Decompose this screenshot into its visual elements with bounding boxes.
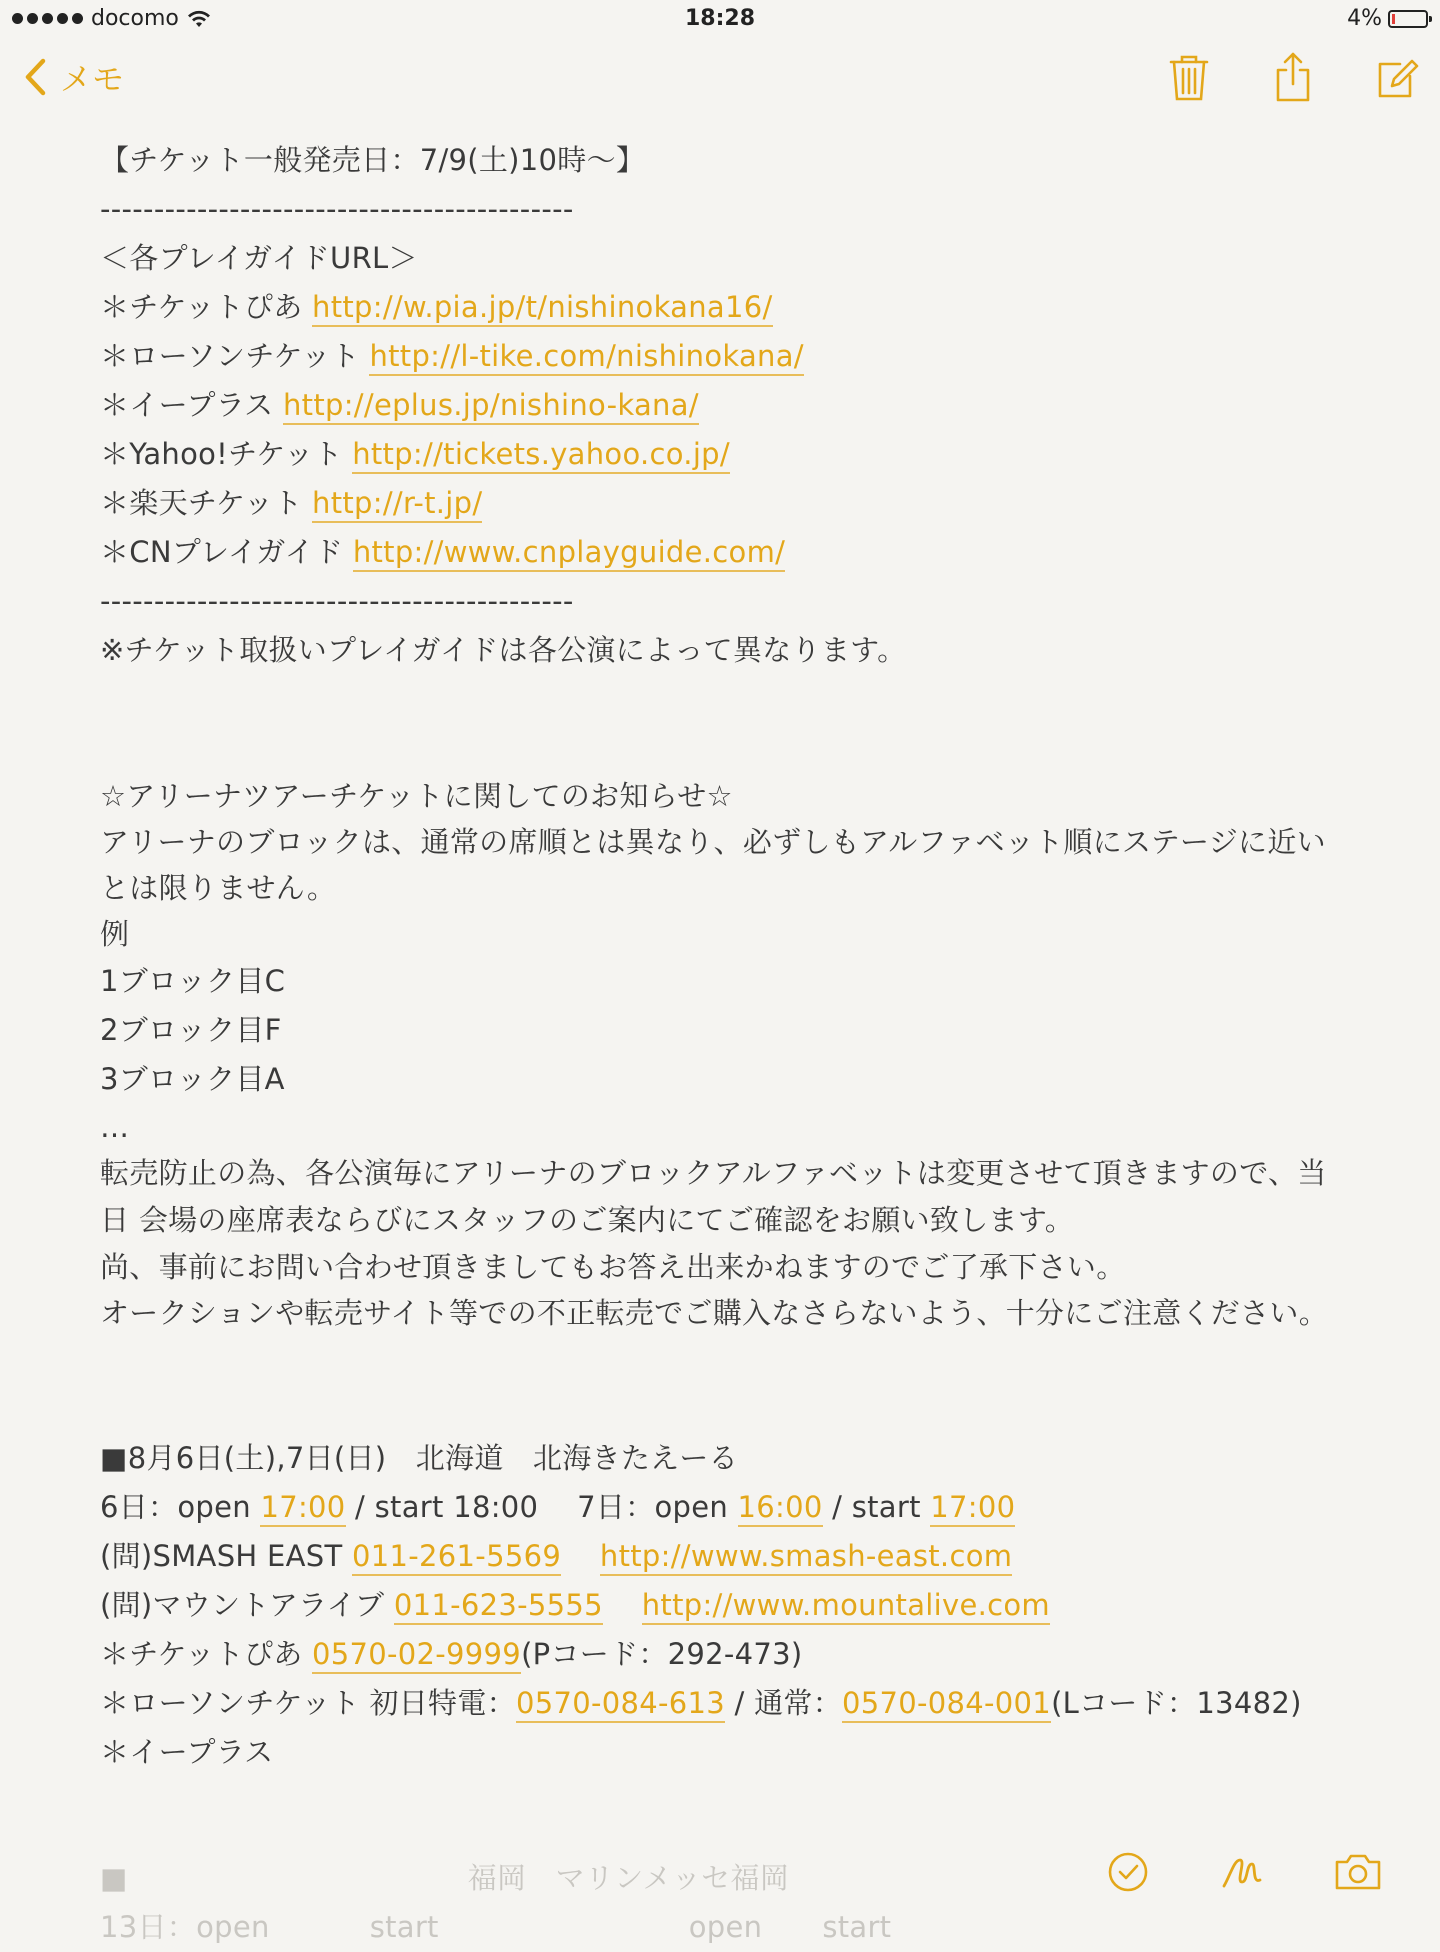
status-bar <box>0 0 1440 40</box>
event-time-text: 6日：open <box>100 1490 261 1524</box>
event-times <box>100 1483 1350 1532</box>
carrier-label: docomo <box>91 6 179 31</box>
arena-paragraph: 転売防止の為、各公演毎にアリーナのブロックアルファベットは変更させて頂きますので、当日 会場の座席表ならびにスタッフのご案内にてご確認をお願い致します。 <box>100 1156 1327 1237</box>
faded-text: ■ <box>100 1861 128 1895</box>
checkmark-icon[interactable] <box>1102 1846 1154 1898</box>
url-link[interactable]: http://www.smash-east.com <box>600 1539 1012 1576</box>
ticket-code: (Pコード：292-473) <box>521 1637 803 1671</box>
guide-item <box>100 332 1350 381</box>
ticket-line <box>100 1679 1350 1728</box>
guide-item <box>100 381 1350 430</box>
time-link[interactable]: 17:00 <box>930 1490 1015 1527</box>
ticket-line: ＊イープラス <box>100 1735 274 1769</box>
blank-line <box>100 1777 1350 1826</box>
faded-text: open <box>688 1910 763 1944</box>
guide-note: ※チケット取扱いプレイガイドは各公演によって異なります。 <box>100 633 907 667</box>
guide-label: ＊楽天チケット <box>100 486 313 520</box>
guide-label: ＊Yahoo!チケット <box>100 437 353 471</box>
contact-line <box>100 1581 1350 1630</box>
guide-link[interactable]: http://l-tike.com/nishinokana/ <box>369 339 803 376</box>
phone-link[interactable]: 0570-084-613 <box>516 1686 725 1723</box>
arena-paragraph: オークションや転売サイト等での不正転売でご購入なさらないよう、十分にご注意ください。 <box>100 1296 1328 1330</box>
url-link[interactable]: http://www.mountalive.com <box>642 1588 1050 1625</box>
nav-bar <box>0 44 1440 114</box>
divider: -------------------------------------------- <box>100 584 574 618</box>
ticket-label: / 通常： <box>725 1686 843 1720</box>
faded-text: 13日：open <box>100 1910 270 1944</box>
back-button[interactable] <box>24 54 124 100</box>
camera-icon[interactable] <box>1332 1846 1384 1898</box>
event-title: ■8月6日(土),7日(日) 北海道 北海きたえーる <box>100 1441 739 1475</box>
guide-heading: ＜各プレイガイドURL＞ <box>100 241 418 275</box>
guide-item <box>100 430 1350 479</box>
arena-paragraph: アリーナのブロックは、通常の席順とは異なり、必ずしもアルファベット順にステージに近いとは限りません。 <box>100 825 1326 905</box>
guide-link[interactable]: http://www.cnplayguide.com/ <box>353 535 785 572</box>
note-body[interactable] <box>100 136 1350 1952</box>
trash-icon[interactable] <box>1162 50 1216 104</box>
example-label: 例 <box>100 917 130 951</box>
time-link[interactable]: 17:00 <box>260 1490 345 1527</box>
status-right <box>1347 6 1428 31</box>
guide-link[interactable]: http://eplus.jp/nishino-kana/ <box>283 388 699 425</box>
guide-label: ＊イープラス <box>100 388 283 422</box>
guide-link[interactable]: http://w.pia.jp/t/nishinokana16/ <box>312 290 773 327</box>
blank-line <box>100 724 1350 773</box>
guide-link[interactable]: http://r-t.jp/ <box>312 486 482 523</box>
contact-label: (問)SMASH EAST <box>100 1539 353 1573</box>
divider: -------------------------------------------- <box>100 192 574 226</box>
guide-label: ＊チケットぴあ <box>100 290 313 324</box>
status-time: 18:28 <box>684 6 756 31</box>
blank-line <box>100 675 1350 724</box>
faded-text: 福岡 マリンメッセ福岡 <box>467 1861 790 1895</box>
contact-label: (問)マウントアライブ <box>100 1588 394 1622</box>
compose-icon[interactable] <box>1370 50 1424 104</box>
example-item: 3ブロック目A <box>100 1062 285 1096</box>
event-time-text: / start <box>822 1490 931 1524</box>
back-button-label: メモ <box>60 60 125 98</box>
guide-item <box>100 528 1350 577</box>
phone-link[interactable]: 0570-084-001 <box>842 1686 1051 1723</box>
phone-link[interactable]: 011-623-5555 <box>394 1588 603 1625</box>
time-link[interactable]: 16:00 <box>738 1490 823 1527</box>
guide-label: ＊ローソンチケット <box>100 339 370 373</box>
contact-line <box>100 1532 1350 1581</box>
chevron-left-icon <box>24 58 46 96</box>
battery-percent: 4% <box>1347 6 1382 31</box>
ticket-label: ＊ローソンチケット 初日特電： <box>100 1686 516 1720</box>
faded-text: start <box>369 1910 439 1944</box>
sketch-icon[interactable] <box>1216 1846 1268 1898</box>
guide-link[interactable]: http://tickets.yahoo.co.jp/ <box>352 437 730 474</box>
ellipsis: … <box>100 1110 130 1144</box>
arena-heading: ☆アリーナツアーチケットに関してのお知らせ☆ <box>100 779 733 813</box>
guide-label: ＊CNプレイガイド <box>100 535 353 569</box>
example-item: 2ブロック目F <box>100 1013 282 1047</box>
faded-text: start <box>822 1910 892 1944</box>
share-icon[interactable] <box>1266 50 1320 104</box>
phone-link[interactable]: 011-261-5569 <box>352 1539 561 1576</box>
battery-icon <box>1388 10 1428 28</box>
arena-paragraph: 尚、事前にお問い合わせ頂きましてもお答え出来かねますのでご了承下さい。 <box>100 1250 1126 1284</box>
ticket-sale-header: 【チケット一般発売日：7/9(土)10時〜】 <box>100 143 646 177</box>
ticket-code: (Lコード：13482) <box>1051 1686 1302 1720</box>
guide-item <box>100 283 1350 332</box>
phone-link[interactable]: 0570-02-9999 <box>312 1637 521 1674</box>
guide-item <box>100 479 1350 528</box>
ticket-line <box>100 1630 1350 1679</box>
example-item: 1ブロック目C <box>100 964 286 998</box>
battery-level-fill <box>1392 14 1395 24</box>
blank-line <box>100 1336 1350 1385</box>
event-time-text: / start 18:00 7日：open <box>345 1490 738 1524</box>
blank-line <box>100 1385 1350 1434</box>
bottom-toolbar <box>0 1830 1440 1920</box>
spacer <box>603 1588 642 1622</box>
ticket-label: ＊チケットぴあ <box>100 1637 313 1671</box>
spacer <box>561 1539 600 1573</box>
